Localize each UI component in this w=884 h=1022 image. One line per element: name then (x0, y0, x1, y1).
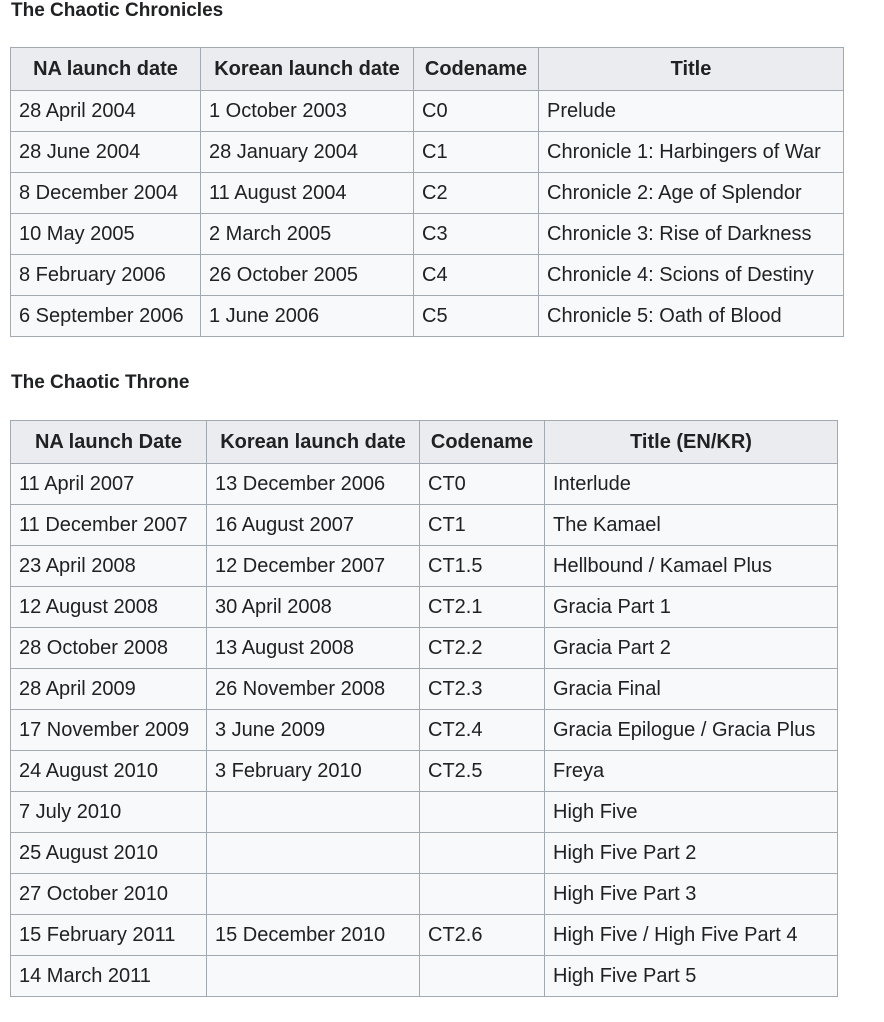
cell-codename: C0 (414, 91, 539, 132)
chronicles-heading: The Chaotic Chronicles (11, 0, 224, 21)
column-header-title: Title (539, 48, 844, 91)
table-row (11, 91, 844, 132)
table-row (11, 173, 844, 214)
cell-title: The Kamael (545, 505, 838, 546)
cell-na-launch-date: 28 April 2004 (11, 91, 201, 132)
table-row (11, 833, 838, 874)
cell-na-launch-date: 8 December 2004 (11, 173, 201, 214)
cell-codename: CT2.6 (420, 915, 545, 956)
cell-korean-launch-date: 13 August 2008 (207, 628, 420, 669)
chronicles-table (10, 47, 844, 337)
cell-title: Chronicle 1: Harbingers of War (539, 132, 844, 173)
cell-na-launch-date: 11 December 2007 (11, 505, 207, 546)
cell-na-launch-date: 10 May 2005 (11, 214, 201, 255)
cell-na-launch-date: 24 August 2010 (11, 751, 207, 792)
cell-codename: C1 (414, 132, 539, 173)
cell-title: Chronicle 4: Scions of Destiny (539, 255, 844, 296)
cell-title: Freya (545, 751, 838, 792)
table-row (11, 669, 838, 710)
cell-codename (420, 792, 545, 833)
cell-title: High Five Part 3 (545, 874, 838, 915)
cell-na-launch-date: 6 September 2006 (11, 296, 201, 337)
cell-korean-launch-date: 30 April 2008 (207, 587, 420, 628)
cell-title: High Five Part 5 (545, 956, 838, 997)
cell-korean-launch-date: 26 October 2005 (201, 255, 414, 296)
cell-title: Prelude (539, 91, 844, 132)
cell-korean-launch-date: 26 November 2008 (207, 669, 420, 710)
cell-korean-launch-date: 1 October 2003 (201, 91, 414, 132)
column-header-korean-launch-date: Korean launch date (201, 48, 414, 91)
table-row (11, 956, 838, 997)
column-header-korean-launch-date: Korean launch date (207, 421, 420, 464)
cell-codename: CT2.3 (420, 669, 545, 710)
cell-title: Gracia Part 2 (545, 628, 838, 669)
table-row (11, 628, 838, 669)
cell-na-launch-date: 8 February 2006 (11, 255, 201, 296)
cell-title: High Five Part 2 (545, 833, 838, 874)
cell-korean-launch-date: 3 June 2009 (207, 710, 420, 751)
cell-korean-launch-date (207, 956, 420, 997)
cell-na-launch-date: 28 June 2004 (11, 132, 201, 173)
cell-na-launch-date: 14 March 2011 (11, 956, 207, 997)
cell-korean-launch-date: 12 December 2007 (207, 546, 420, 587)
table-row (11, 296, 844, 337)
table-row (11, 751, 838, 792)
cell-codename: CT2.4 (420, 710, 545, 751)
cell-korean-launch-date: 2 March 2005 (201, 214, 414, 255)
cell-na-launch-date: 28 April 2009 (11, 669, 207, 710)
cell-na-launch-date: 17 November 2009 (11, 710, 207, 751)
cell-codename: CT0 (420, 464, 545, 505)
table-row (11, 505, 838, 546)
cell-title: Gracia Part 1 (545, 587, 838, 628)
cell-na-launch-date: 27 October 2010 (11, 874, 207, 915)
cell-na-launch-date: 15 February 2011 (11, 915, 207, 956)
table-header-row (11, 421, 838, 464)
cell-na-launch-date: 23 April 2008 (11, 546, 207, 587)
table-row (11, 464, 838, 505)
cell-title: Gracia Final (545, 669, 838, 710)
cell-title: High Five (545, 792, 838, 833)
cell-na-launch-date: 12 August 2008 (11, 587, 207, 628)
cell-korean-launch-date: 15 December 2010 (207, 915, 420, 956)
cell-title: Gracia Epilogue / Gracia Plus (545, 710, 838, 751)
cell-korean-launch-date: 28 January 2004 (201, 132, 414, 173)
cell-korean-launch-date: 1 June 2006 (201, 296, 414, 337)
table-row (11, 214, 844, 255)
cell-codename: C2 (414, 173, 539, 214)
cell-na-launch-date: 11 April 2007 (11, 464, 207, 505)
cell-korean-launch-date: 3 February 2010 (207, 751, 420, 792)
cell-korean-launch-date: 16 August 2007 (207, 505, 420, 546)
cell-codename (420, 956, 545, 997)
cell-title: Chronicle 5: Oath of Blood (539, 296, 844, 337)
cell-title: Hellbound / Kamael Plus (545, 546, 838, 587)
cell-na-launch-date: 25 August 2010 (11, 833, 207, 874)
column-header-na-launch-date: NA launch Date (11, 421, 207, 464)
throne-heading: The Chaotic Throne (11, 372, 190, 393)
cell-codename: C5 (414, 296, 539, 337)
cell-korean-launch-date (207, 874, 420, 915)
cell-title: Chronicle 2: Age of Splendor (539, 173, 844, 214)
table-row (11, 546, 838, 587)
table-header-row (11, 48, 844, 91)
cell-codename (420, 874, 545, 915)
table-row (11, 132, 844, 173)
cell-korean-launch-date (207, 833, 420, 874)
table-row (11, 874, 838, 915)
cell-codename: CT1 (420, 505, 545, 546)
table-row (11, 792, 838, 833)
table-row (11, 915, 838, 956)
cell-korean-launch-date: 13 December 2006 (207, 464, 420, 505)
cell-title: High Five / High Five Part 4 (545, 915, 838, 956)
cell-na-launch-date: 7 July 2010 (11, 792, 207, 833)
cell-codename: C3 (414, 214, 539, 255)
table-row (11, 710, 838, 751)
cell-codename: C4 (414, 255, 539, 296)
column-header-codename: Codename (414, 48, 539, 91)
cell-title: Chronicle 3: Rise of Darkness (539, 214, 844, 255)
cell-korean-launch-date (207, 792, 420, 833)
cell-codename (420, 833, 545, 874)
table-row (11, 587, 838, 628)
cell-codename: CT2.5 (420, 751, 545, 792)
cell-codename: CT2.1 (420, 587, 545, 628)
column-header-na-launch-date: NA launch date (11, 48, 201, 91)
column-header-title: Title (EN/KR) (545, 421, 838, 464)
column-header-codename: Codename (420, 421, 545, 464)
cell-codename: CT2.2 (420, 628, 545, 669)
table-row (11, 255, 844, 296)
cell-codename: CT1.5 (420, 546, 545, 587)
throne-table (10, 420, 838, 997)
cell-title: Interlude (545, 464, 838, 505)
cell-na-launch-date: 28 October 2008 (11, 628, 207, 669)
cell-korean-launch-date: 11 August 2004 (201, 173, 414, 214)
